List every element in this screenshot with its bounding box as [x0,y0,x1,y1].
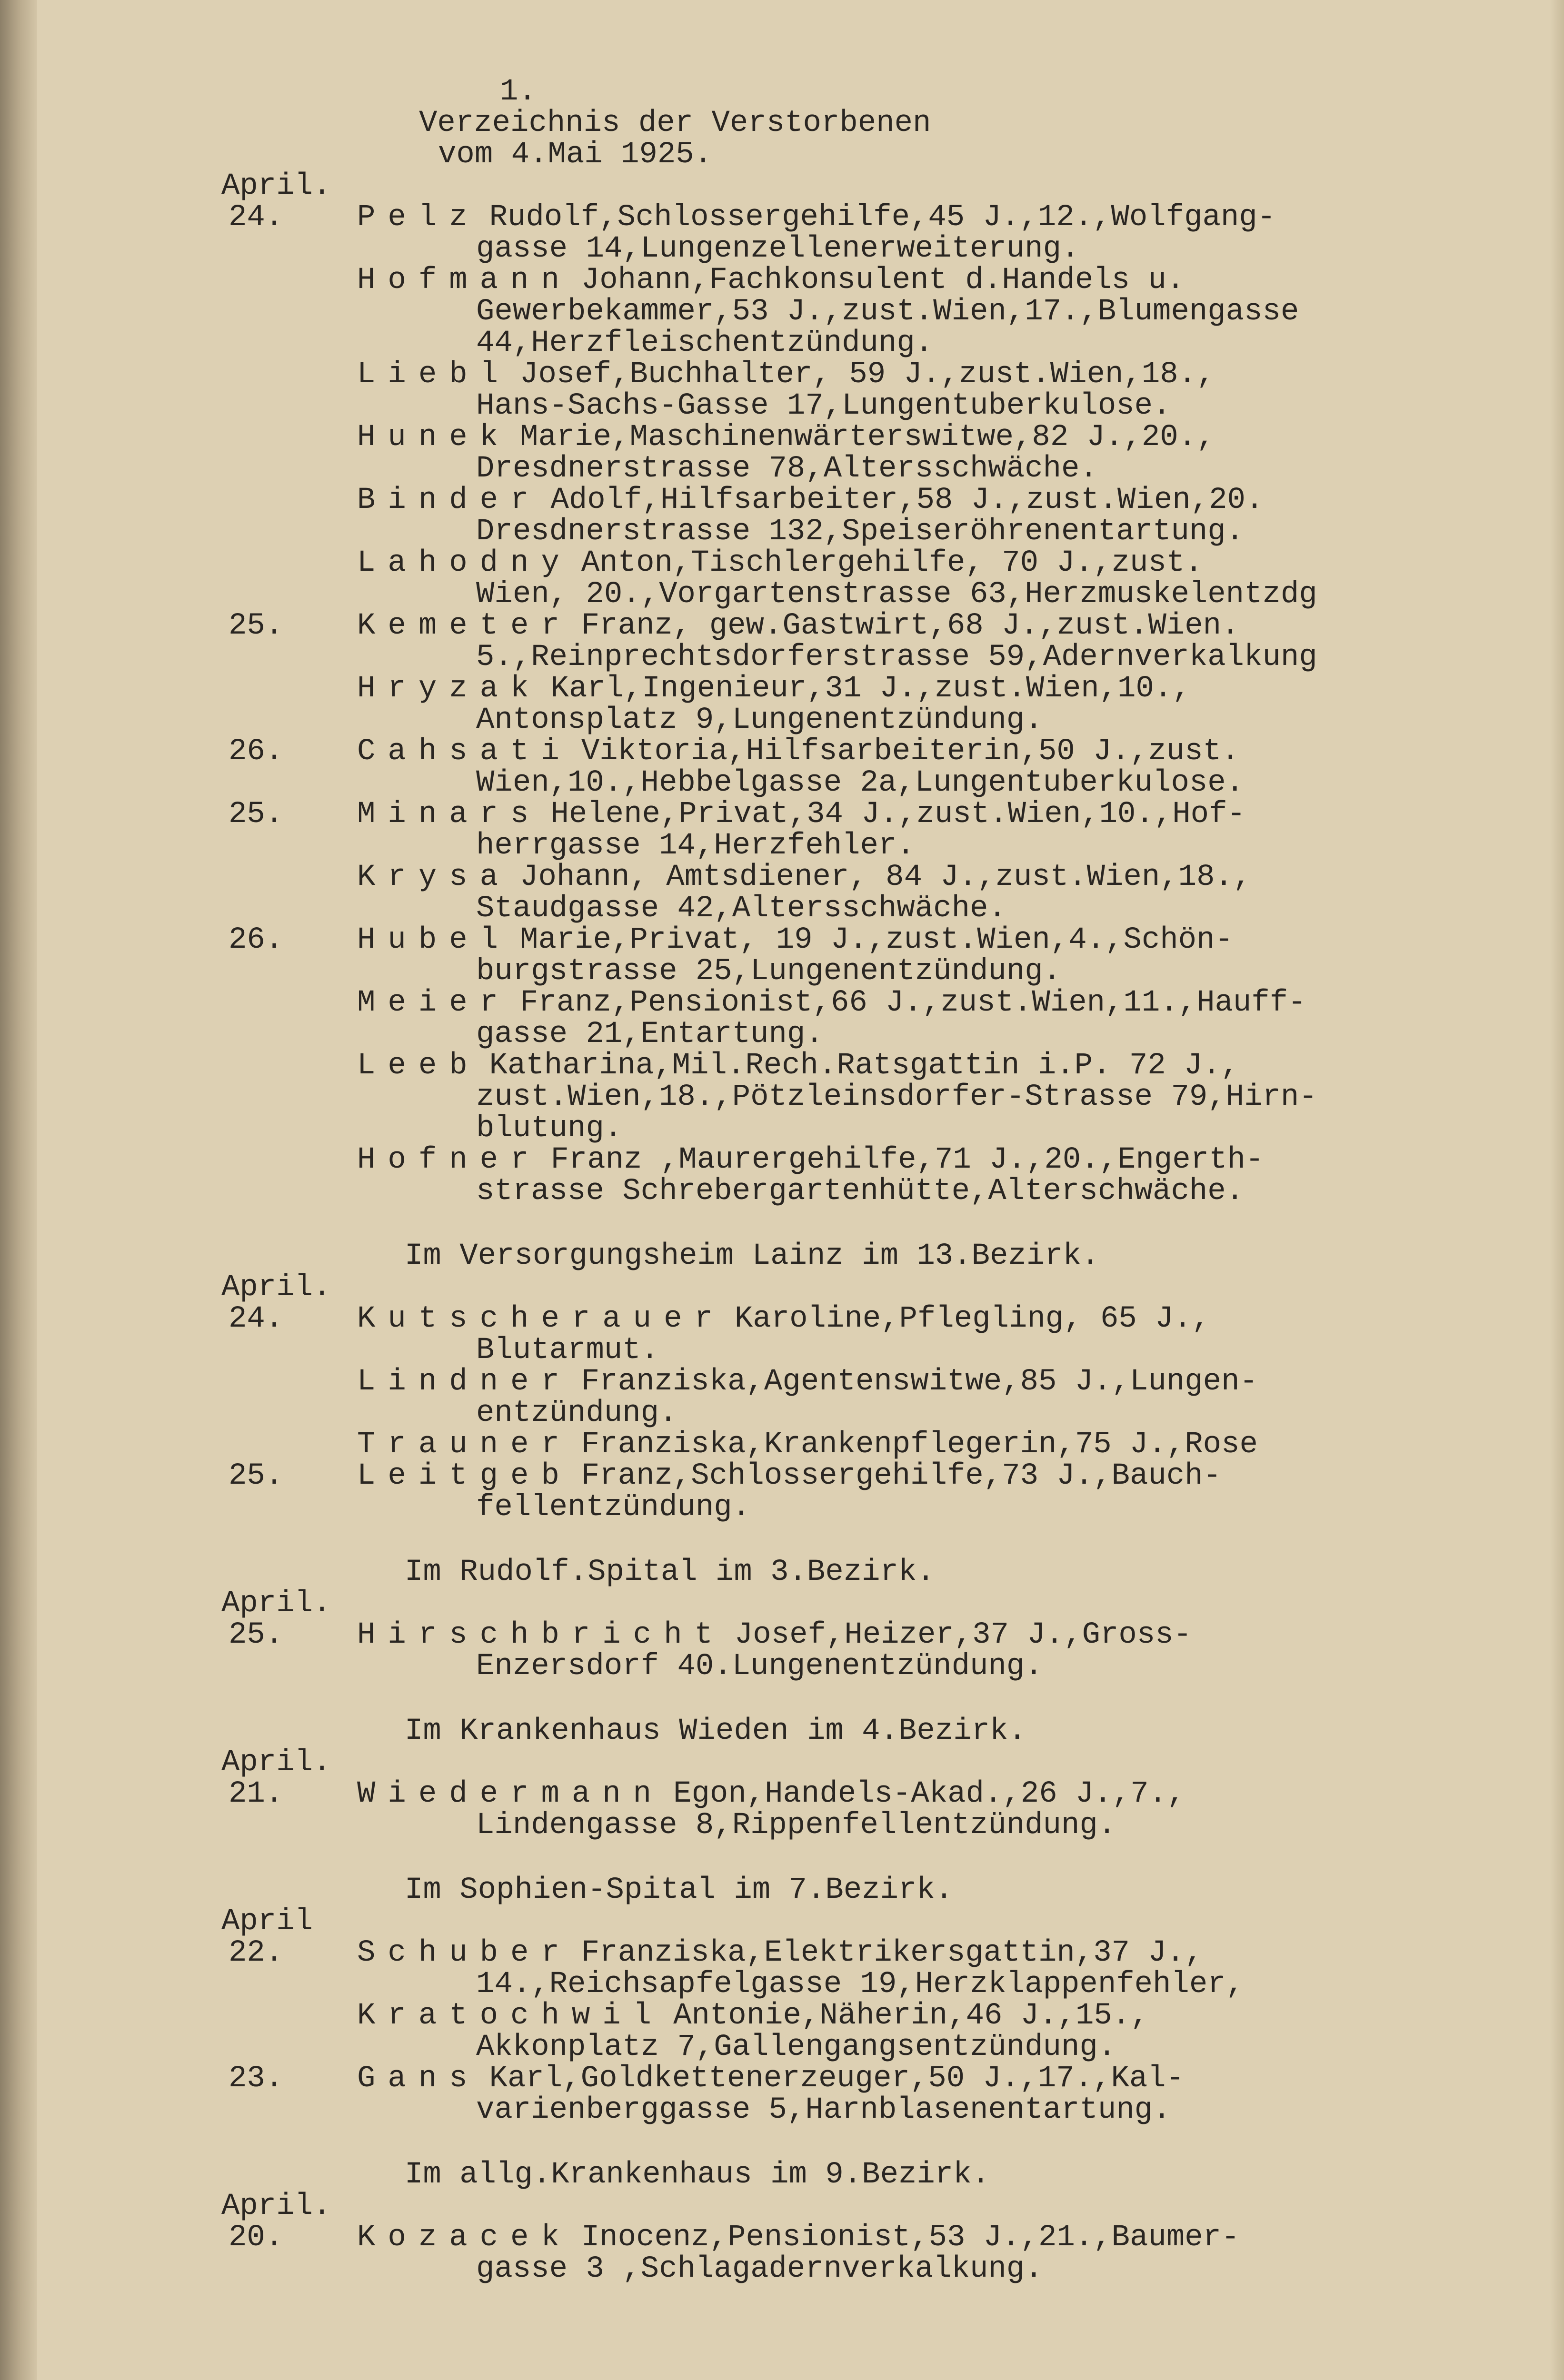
entry-first-line [357,2063,1504,2094]
register-entry [248,547,1504,610]
entry-surname: Binder [357,483,541,517]
entry-day: 25. [229,1618,284,1652]
entry-details: Antonie,Näherin,46 J.,15., [673,1999,1149,2033]
page-edge [1550,0,1564,2380]
entry-first-line [357,485,1504,516]
entry-continuation: blutung. [476,1111,623,1146]
entry-continuation: Staudgasse 42,Altersschwäche. [476,892,1006,926]
entry-continuation: entzündung. [476,1396,677,1430]
entry-details: Franz, gew.Gastwirt,68 J.,zust.Wien. [581,609,1240,643]
entry-continuation: gasse 21,Entartung. [476,1017,824,1051]
entry-continuation: Dresdnerstrasse 78,Altersschwäche. [476,452,1098,486]
register-entry [248,485,1504,547]
entry-surname: Minars [357,797,541,832]
section-title: Im Versorgungsheim Lainz im 13.Bezirk. [405,1239,1100,1273]
entry-details: Franz,Pensionist,66 J.,zust.Wien,11.,Hauff- [520,986,1306,1020]
entry-first-line [357,2222,1504,2253]
entry-day: 26. [229,734,284,769]
register-entry [229,609,1504,674]
entry-continuation: varienberggasse 5,Harnblasenentartung. [476,2093,1171,2127]
section-title: Im Rudolf.Spital im 3.Bezirk. [405,1555,935,1589]
entry-details: Katharina,Mil.Rech.Ratsgattin i.P. 72 J., [489,1049,1239,1083]
entry-first-line [357,422,1504,453]
entry-continuation: 44,Herzfleischentzündung. [476,326,934,360]
entry-surname: Krysa [357,860,511,894]
entry-surname: Hubel [357,923,511,957]
month-label: April. [221,1745,331,1780]
entry-first-line [357,862,1504,893]
entry-first-line [357,1778,1504,1810]
register-entry [229,200,1504,266]
entry-surname: Kemeter [357,609,572,643]
entry-day: 25. [229,1459,284,1493]
entry-details: Rudolf,Schlossergehilfe,45 J.,12.,Wolfgang- [489,200,1276,235]
entry-first-line [357,987,1504,1019]
entry-continuation: Enzersdorf 40.Lungenentzündung. [476,1649,1043,1684]
entry-details: Anton,Tischlergehilfe, 70 J.,zust. [581,546,1203,580]
entry-details: Viktoria,Hilfsarbeiterin,50 J.,zust. [581,734,1240,769]
entry-surname: Lahodny [357,546,572,580]
entry-details: Adolf,Hilfsarbeiter,58 J.,zust.Wien,20. [550,483,1264,517]
entry-details: Franz ,Maurergehilfe,71 J.,20.,Engerth- [550,1143,1264,1177]
entry-continuation: gasse 3 ,Schlagadernverkalkung. [476,2252,1043,2286]
entry-continuation: 14.,Reichsapfelgasse 19,Herzklappenfehler, [476,1967,1245,2002]
register-section [221,1714,1504,1843]
month-label: April. [221,2189,331,2223]
entry-continuation: 5.,Reinprechtsdorferstrasse 59,Adernverkalkung [476,640,1317,674]
entry-details: Franziska,Agentenswitwe,85 J.,Lungen- [581,1365,1258,1399]
entry-surname: Trauner [357,1428,572,1462]
register-entry [229,1618,1504,1684]
register-entry [248,987,1504,1050]
death-register [221,169,1504,2286]
entry-continuation: Lindengasse 8,Rippenfellentzündung. [476,1808,1116,1843]
entry-day: 25. [229,797,284,832]
register-entry [248,422,1504,485]
register-entry [248,265,1504,359]
entry-first-line [357,1429,1504,1460]
register-section [221,1873,1504,2127]
section-title: Im Krankenhaus Wieden im 4.Bezirk. [405,1714,1026,1748]
register-entry [229,1777,1504,1843]
register-entry [229,923,1504,989]
register-entry [229,797,1504,863]
entry-details: Franz,Schlossergehilfe,73 J.,Bauch- [581,1459,1222,1493]
month-label: April. [221,169,331,203]
register-entry [229,1459,1504,1525]
entry-continuation: burgstrasse 25,Lungenentzündung. [476,954,1061,989]
month-label: April. [221,1270,331,1305]
entry-continuation: herrgasse 14,Herzfehler. [476,829,915,863]
entry-details: Egon,Handels-Akad.,26 J.,7., [673,1777,1185,1811]
section-title: Im allg.Krankenhaus im 9.Bezirk. [405,2158,990,2192]
register-entry [229,2221,1504,2286]
entry-first-line [357,610,1504,642]
register-entry [248,673,1504,736]
month-label: April. [221,1587,331,1621]
entry-continuation: Antonsplatz 9,Lungenentzündung. [476,703,1043,737]
entry-day: 21. [229,1777,284,1811]
entry-first-line [357,1460,1504,1492]
page-binding-shadow [0,0,37,2380]
entry-details: Karl,Ingenieur,31 J.,zust.Wien,10., [550,672,1191,706]
entry-first-line [357,1937,1504,1969]
entry-continuation: Hans-Sachs-Gasse 17,Lungentuberkulose. [476,389,1171,423]
entry-first-line [357,265,1504,296]
document-title: Verzeichnis der Verstorbenen [419,106,931,140]
entry-first-line [357,1303,1504,1335]
entry-surname: Leeb [357,1049,480,1083]
entry-details: Johann, Amtsdiener, 84 J.,zust.Wien,18., [520,860,1252,894]
entry-surname: Lindner [357,1365,572,1399]
entry-surname: Gans [357,2062,480,2096]
entry-surname: Kratochwil [357,1999,664,2033]
entry-details: Josef,Heizer,37 J.,Gross- [734,1618,1192,1652]
page-number: 1. [500,75,537,109]
entry-details: Helene,Privat,34 J.,zust.Wien,10.,Hof- [550,797,1245,832]
entry-first-line [357,673,1504,704]
register-entry [248,1144,1504,1207]
entry-details: Johann,Fachkonsulent d.Handels u. [581,263,1185,298]
register-entry [248,862,1504,924]
entry-details: Franziska,Krankenpflegerin,75 J.,Rose [581,1428,1258,1462]
entry-first-line [357,359,1504,390]
entry-day: 23. [229,2062,284,2096]
entry-surname: Pelz [357,200,480,235]
entry-day: 24. [229,200,284,235]
entry-first-line [357,1144,1504,1176]
entry-details: Marie,Maschinenwärterswitwe,82 J.,20., [520,420,1215,455]
entry-surname: Hryzak [357,672,541,706]
document-date: vom 4.Mai 1925. [438,138,713,172]
entry-details: Karl,Goldkettenerzeuger,50 J.,17.,Kal- [489,2062,1185,2096]
entry-first-line [357,1366,1504,1398]
month-label: April [221,1904,313,1939]
entry-continuation: Blutarmut. [476,1333,659,1368]
register-entry [229,1302,1504,1368]
register-section [221,2158,1504,2286]
entry-details: Karoline,Pflegling, 65 J., [734,1302,1210,1336]
entry-surname: Schuber [357,1936,572,1970]
entry-details: Inocenz,Pensionist,53 J.,21.,Baumer- [581,2221,1240,2255]
register-entry [229,734,1504,800]
entry-first-line [357,924,1504,956]
document-header [419,76,1504,170]
register-entry [248,1050,1504,1144]
entry-continuation: Akkonplatz 7,Gallengangsentzündung. [476,2030,1116,2064]
entry-day: 22. [229,1936,284,1970]
entry-day: 24. [229,1302,284,1336]
register-entry [229,2062,1504,2127]
entry-continuation: Wien, 20.,Vorgartenstrasse 63,Herzmuskelentzdg [476,577,1317,612]
entry-surname: Kutscherauer [357,1302,725,1336]
section-title: Im Sophien-Spital im 7.Bezirk. [405,1873,954,1907]
entry-first-line [357,202,1504,233]
entry-surname: Liebl [357,357,511,392]
entry-continuation: gasse 14,Lungenzellenerweiterung. [476,232,1080,266]
entry-surname: Hofmann [357,263,572,298]
register-entry [248,1366,1504,1429]
register-entry [248,359,1504,422]
entry-surname: Hunek [357,420,511,455]
entry-surname: Kozacek [357,2221,572,2255]
register-section [221,169,1504,1209]
entry-surname: Hirschbricht [357,1618,725,1652]
entry-continuation: strasse Schrebergartenhütte,Alterschwäche. [476,1174,1245,1209]
entry-first-line [357,547,1504,579]
register-entry [248,1429,1504,1460]
entry-continuation: Dresdnerstrasse 132,Speiseröhrenentartung. [476,515,1245,549]
entry-first-line [357,2000,1504,2032]
entry-surname: Cahsati [357,734,572,769]
register-section [221,1555,1504,1684]
entry-first-line [357,1619,1504,1651]
entry-day: 25. [229,609,284,643]
entry-day: 26. [229,923,284,957]
entry-surname: Wiedermann [357,1777,664,1811]
entry-day: 20. [229,2221,284,2255]
register-section [221,1239,1504,1525]
entry-details: Marie,Privat, 19 J.,zust.Wien,4.,Schön- [520,923,1233,957]
entry-details: Josef,Buchhalter, 59 J.,zust.Wien,18., [520,357,1215,392]
entry-continuation: zust.Wien,18.,Pötzleinsdorfer-Strasse 79,Hirn- [476,1080,1317,1114]
entry-continuation: Wien,10.,Hebbelgasse 2a,Lungentuberkulose. [476,766,1245,800]
entry-details: Franziska,Elektrikersgattin,37 J., [581,1936,1203,1970]
entry-surname: Leitgeb [357,1459,572,1493]
entry-continuation: fellentzündung. [476,1490,751,1525]
entry-first-line [357,1050,1504,1081]
entry-continuation: Gewerbekammer,53 J.,zust.Wien,17.,Blumengasse [476,295,1299,329]
register-entry [248,2000,1504,2063]
entry-surname: Meier [357,986,511,1020]
entry-surname: Hofner [357,1143,541,1177]
entry-first-line [357,736,1504,767]
register-entry [229,1936,1504,2002]
entry-first-line [357,799,1504,830]
document-content [221,75,1504,2286]
